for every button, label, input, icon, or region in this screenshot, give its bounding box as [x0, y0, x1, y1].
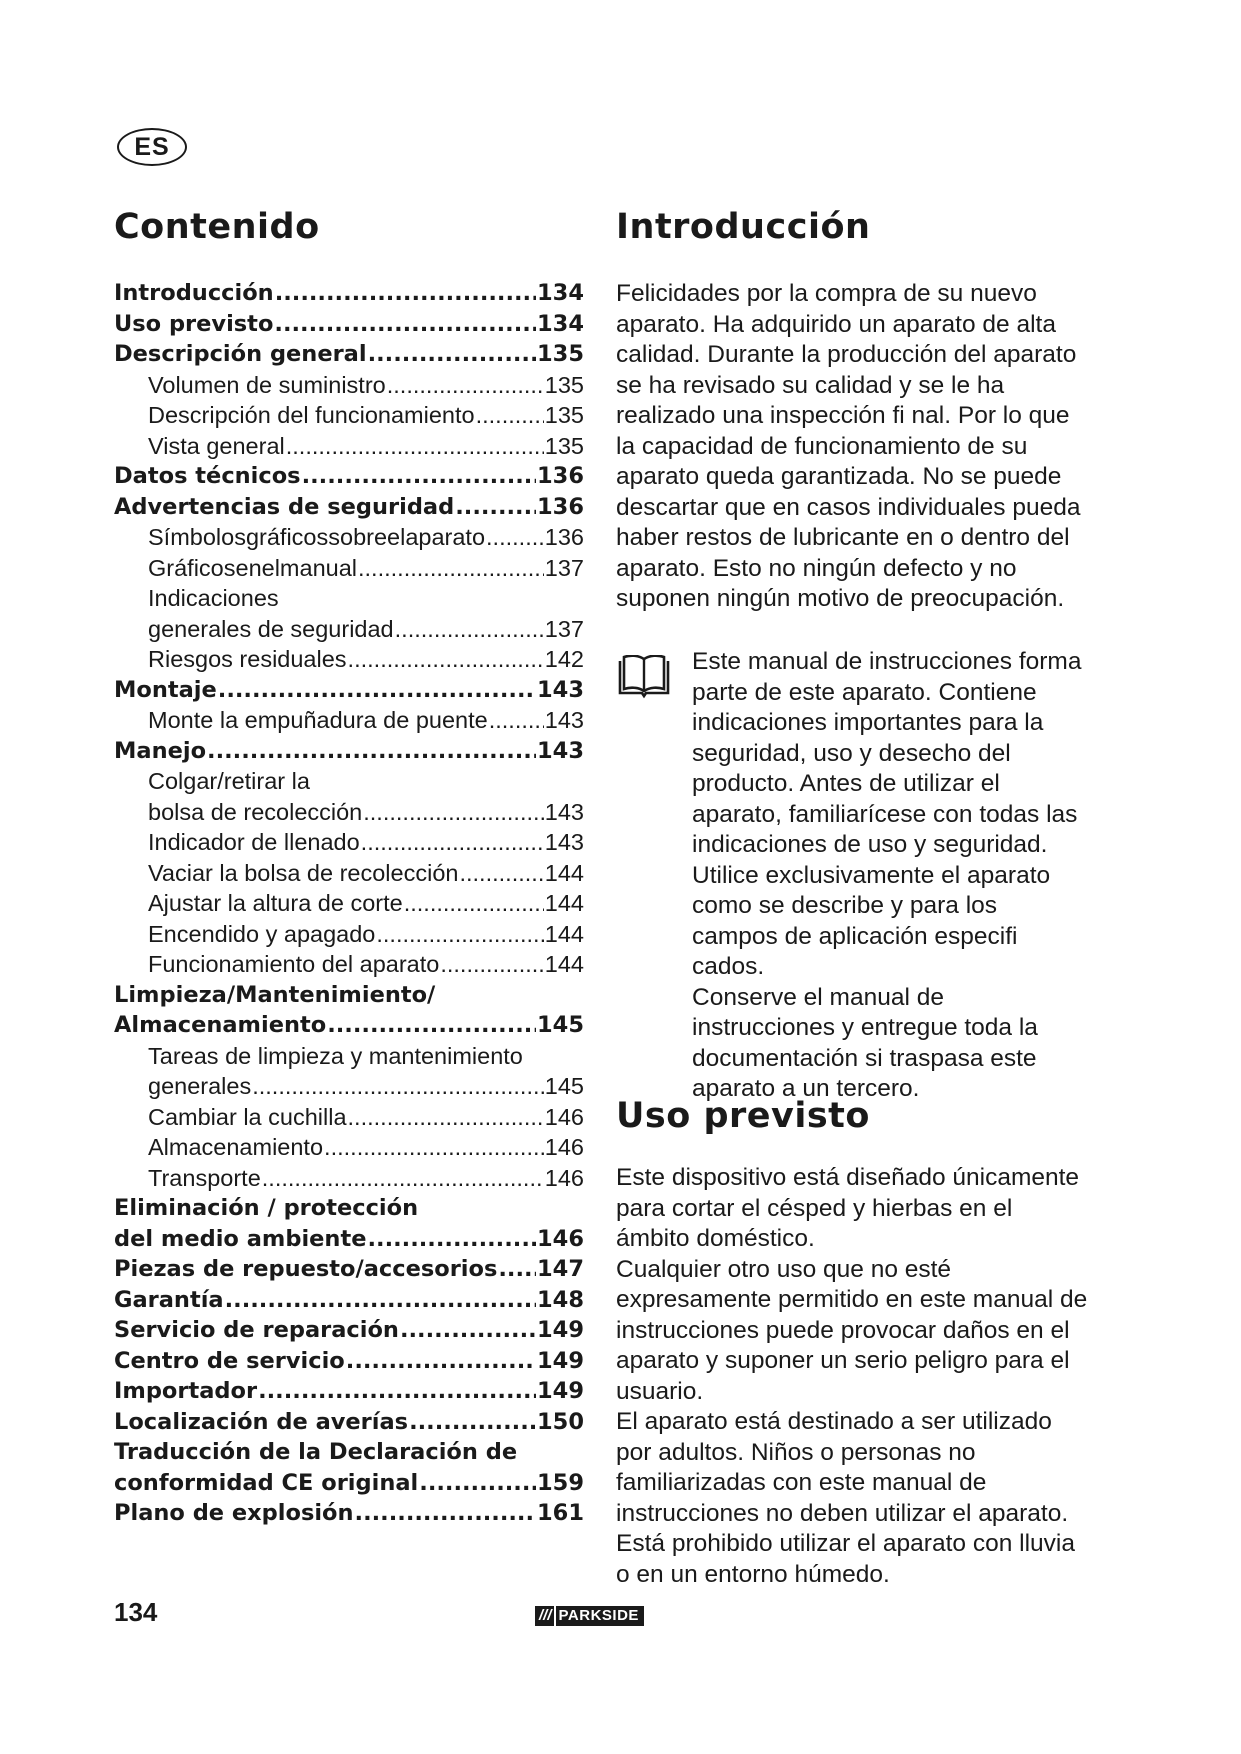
- toc-entry-page: 146: [544, 1134, 584, 1160]
- toc-entry-title: Encendido y apagado: [148, 920, 376, 947]
- toc-entry: [114, 278, 584, 309]
- toc-leader-dots: [368, 339, 536, 370]
- toc-entry: [114, 461, 584, 492]
- toc-entry-page: 147: [537, 1256, 584, 1282]
- toc-leader-dots: [225, 1285, 536, 1316]
- toc-entry: [114, 858, 584, 889]
- toc-leader-dots: [218, 675, 536, 706]
- toc-leader-dots: [274, 309, 536, 340]
- toc-entry: [114, 827, 584, 858]
- intended-use-paragraph-1: Este dispositivo está diseñado únicamente para cortar el césped y hierbas en el ámbito doméstico.: [616, 1164, 1080, 1252]
- language-badge: ES: [117, 128, 187, 166]
- toc-entry-page: 134: [537, 280, 584, 306]
- toc-leader-dots: [486, 522, 544, 553]
- toc-entry: [114, 553, 584, 584]
- toc-leader-dots: [376, 919, 543, 950]
- intended-use-paragraph-2: Cualquier otro uso que no esté expresamente permitido en este manual de instrucciones puede provocar daños en el aparato y suponer un serio peligro para el usuario.: [616, 1255, 1088, 1405]
- toc-leader-dots: [387, 370, 544, 401]
- toc-entry-title: Ajustar la altura de corte: [148, 890, 403, 916]
- toc-leader-dots: [286, 431, 544, 462]
- toc-entry-title: Datos técnicos: [114, 463, 301, 489]
- book-icon: [616, 655, 672, 699]
- toc-entry-page: 143: [544, 707, 584, 733]
- toc-heading: Contenido: [114, 207, 320, 247]
- toc-entry-title: generales: [148, 1073, 252, 1099]
- toc-entry-page: 142: [544, 646, 584, 672]
- toc-leader-dots: [489, 705, 544, 736]
- toc-entry-title: Limpieza/Mantenimiento/: [114, 981, 436, 1008]
- toc-entry: [114, 1071, 584, 1102]
- intended-use-paragraph-4: Está prohibido utilizar el aparato con lluvia o en un entorno húmedo.: [616, 1530, 1075, 1588]
- toc-entry-title: del medio ambiente: [114, 1225, 367, 1252]
- toc-entry: [114, 614, 584, 645]
- toc-entry-page: 144: [544, 859, 584, 886]
- intended-use-section: [616, 1163, 1088, 1590]
- toc-entry: [114, 1346, 584, 1377]
- toc-entry-title: Importador: [114, 1378, 258, 1404]
- toc-entry-page: 143: [544, 798, 584, 825]
- toc-entry: [114, 583, 584, 614]
- page-number: 134: [114, 1597, 158, 1627]
- intro-section: [616, 279, 1088, 615]
- toc-entry: [114, 705, 584, 736]
- toc-entry-title: Traducción de la Declaración de: [114, 1439, 518, 1465]
- toc-entry-page: 161: [537, 1500, 584, 1526]
- toc-leader-dots: [419, 1468, 536, 1499]
- toc-entry: [114, 1224, 584, 1255]
- toc-entry-title: Advertencias de seguridad: [114, 493, 455, 520]
- toc-leader-dots: [348, 1102, 544, 1133]
- toc-entry-title: Almacenamiento: [114, 1012, 327, 1038]
- toc-entry: [114, 309, 584, 340]
- toc-entry: [114, 1376, 584, 1407]
- toc-entry-title: Volumen de suministro: [148, 371, 386, 398]
- brand-slashes: ///: [535, 1606, 554, 1626]
- toc-entry-title: Descripción del funcionamiento: [148, 402, 475, 428]
- toc-entry-title: bolsa de recolección: [148, 798, 363, 825]
- toc-entry-title: Transporte: [148, 1164, 261, 1191]
- toc-entry: [114, 1254, 584, 1285]
- manual-note: [616, 647, 1088, 1105]
- toc-leader-dots: [459, 858, 543, 889]
- toc-entry: [114, 1407, 584, 1438]
- toc-entry: [114, 1132, 584, 1163]
- toc-entry-page: 136: [544, 524, 584, 550]
- toc-entry-title: conformidad CE original: [114, 1469, 419, 1496]
- brand-name: PARKSIDE: [554, 1606, 644, 1626]
- toc-entry: [114, 1041, 584, 1072]
- toc-entry: [114, 919, 584, 950]
- toc-entry: [114, 949, 584, 980]
- toc-entry: [114, 1010, 584, 1041]
- toc-entry: [114, 492, 584, 523]
- toc-entry-page: 144: [544, 920, 584, 947]
- toc-leader-dots: [440, 949, 543, 980]
- toc-entry: [114, 339, 584, 370]
- toc-entry-title: Montaje: [114, 676, 217, 703]
- toc-entry-title: Uso previsto: [114, 310, 274, 337]
- toc-leader-dots: [355, 1498, 537, 1529]
- toc-entry: [114, 522, 584, 553]
- toc-leader-dots: [363, 797, 544, 828]
- toc-entry-page: 135: [544, 402, 584, 428]
- toc-entry-page: 137: [544, 554, 584, 581]
- toc-entry: [114, 1468, 584, 1499]
- toc-entry: [114, 1285, 584, 1316]
- toc-entry: [114, 888, 584, 919]
- toc-entry: [114, 1102, 584, 1133]
- toc-leader-dots: [409, 1407, 536, 1438]
- toc-entry-title: Cambiar la cuchilla: [148, 1103, 347, 1130]
- toc-entry-title: Servicio de reparación: [114, 1317, 399, 1343]
- toc-entry-title: Monte la empuñadura de puente: [148, 707, 488, 733]
- toc-leader-dots: [348, 644, 544, 675]
- toc-leader-dots: [395, 614, 544, 645]
- toc-entry-title: Indicaciones: [148, 585, 279, 611]
- toc-leader-dots: [400, 1315, 536, 1346]
- toc-entry: [114, 644, 584, 675]
- toc-leader-dots: [404, 888, 544, 919]
- toc-entry-title: Manejo: [114, 737, 207, 764]
- toc-entry: [114, 370, 584, 401]
- toc-entry-title: Piezas de repuesto/accesorios: [114, 1256, 498, 1282]
- toc-entry-title: Vaciar la bolsa de recolección: [148, 859, 459, 886]
- toc-entry: [114, 431, 584, 462]
- toc-leader-dots: [252, 1071, 544, 1102]
- toc-entry-page: 148: [537, 1286, 584, 1313]
- toc-entry-page: 135: [544, 432, 584, 459]
- toc-entry-title: Gráficosenelmanual: [148, 554, 357, 581]
- toc-entry-title: Centro de servicio: [114, 1347, 345, 1374]
- toc-entry-page: 137: [544, 615, 584, 642]
- toc-entry-page: 136: [537, 463, 584, 489]
- toc-entry-title: Riesgos residuales: [148, 646, 347, 672]
- toc-entry-page: 144: [544, 951, 584, 977]
- toc-entry-page: 143: [544, 829, 584, 855]
- toc-entry: [114, 1498, 584, 1529]
- toc-entry-title: Almacenamiento: [148, 1134, 324, 1160]
- toc-leader-dots: [367, 1224, 536, 1255]
- toc-entry-title: Tareas de limpieza y mantenimiento: [148, 1042, 523, 1069]
- toc-entry-page: 145: [537, 1012, 584, 1038]
- toc-entry-title: Plano de explosión: [114, 1500, 354, 1526]
- brand-logo: [535, 1606, 644, 1626]
- toc-entry-page: 135: [544, 371, 584, 398]
- intended-use-heading: Uso previsto: [616, 1096, 870, 1136]
- toc-leader-dots: [275, 278, 536, 309]
- toc-entry-page: 143: [537, 737, 584, 764]
- toc-entry-title: generales de seguridad: [148, 615, 394, 642]
- toc-entry-page: 149: [537, 1317, 584, 1343]
- table-of-contents: [114, 278, 584, 1529]
- toc-entry: [114, 736, 584, 767]
- toc-entry-page: 145: [544, 1073, 584, 1099]
- toc-entry: [114, 766, 584, 797]
- toc-leader-dots: [455, 492, 536, 523]
- toc-entry-page: 149: [537, 1347, 584, 1374]
- toc-entry-title: Funcionamiento del aparato: [148, 951, 440, 977]
- toc-leader-dots: [358, 553, 544, 584]
- toc-leader-dots: [258, 1376, 536, 1407]
- toc-entry-page: 134: [537, 310, 584, 337]
- intended-use-paragraph-3: El aparato está destinado a ser utilizado por adultos. Niños o personas no familiarizadas con este manual de instrucciones no deben utilizar el aparato.: [616, 1408, 1069, 1527]
- toc-leader-dots: [302, 461, 536, 492]
- toc-leader-dots: [324, 1132, 544, 1163]
- toc-entry: [114, 400, 584, 431]
- toc-entry-title: Garantía: [114, 1286, 224, 1313]
- toc-leader-dots: [262, 1163, 544, 1194]
- toc-entry: [114, 980, 584, 1011]
- toc-entry-title: Indicador de llenado: [148, 829, 360, 855]
- toc-entry: [114, 1163, 584, 1194]
- toc-entry-page: 136: [537, 493, 584, 520]
- toc-entry-title: Vista general: [148, 432, 285, 459]
- toc-entry-page: 159: [537, 1469, 584, 1496]
- toc-entry-page: 149: [537, 1378, 584, 1404]
- toc-entry-title: Colgar/retirar la: [148, 768, 310, 794]
- intro-paragraph: Felicidades por la compra de su nuevo aparato. Ha adquirido un aparato de alta calidad. Durante la producción del aparato se ha revisado su calidad y se le ha realizado una inspección fi nal. Por lo que la capacidad de funcionamiento de su aparato queda garantizada. No se puede descartar que en casos individuales pueda haber restos de lubricante en o dentro del aparato. Esto no ningún defecto y no suponen ningún motivo de preocupación.: [616, 280, 1081, 612]
- toc-entry-page: 146: [544, 1103, 584, 1130]
- toc-entry-title: Localización de averías: [114, 1408, 409, 1435]
- toc-entry: [114, 1193, 584, 1224]
- toc-entry-title: Introducción: [114, 280, 274, 306]
- toc-entry-title: Descripción general: [114, 341, 367, 367]
- toc-entry: [114, 1437, 584, 1468]
- toc-entry-page: 135: [537, 341, 584, 367]
- note-paragraph-1: Este manual de instrucciones forma parte de este aparato. Contiene indicaciones importantes para la seguridad, uso y desecho del producto. Antes de utilizar el aparato, familiarícese con todas las indicaciones de uso y seguridad. Utilice exclusivamente el aparato como se describe y para los campos de aplicación especifi cados.: [692, 648, 1082, 980]
- toc-leader-dots: [346, 1346, 536, 1377]
- toc-entry-page: 146: [537, 1225, 584, 1252]
- intro-heading: Introducción: [616, 207, 871, 247]
- toc-leader-dots: [476, 400, 544, 431]
- note-paragraph-2: Conserve el manual de instrucciones y entregue toda la documentación si traspasa este aparato a un tercero.: [692, 983, 1038, 1102]
- toc-entry-page: 144: [544, 890, 584, 916]
- toc-leader-dots: [361, 827, 544, 858]
- toc-entry-title: Símbolosgráficossobreelaparato: [148, 524, 486, 550]
- toc-entry-title: Eliminación / protección: [114, 1195, 419, 1221]
- toc-leader-dots: [207, 736, 536, 767]
- toc-leader-dots: [498, 1254, 536, 1285]
- toc-leader-dots: [327, 1010, 536, 1041]
- toc-entry-page: 146: [544, 1164, 584, 1191]
- toc-entry: [114, 797, 584, 828]
- toc-entry-page: 143: [537, 676, 584, 703]
- toc-entry: [114, 675, 584, 706]
- toc-entry-page: 150: [537, 1408, 584, 1435]
- toc-entry: [114, 1315, 584, 1346]
